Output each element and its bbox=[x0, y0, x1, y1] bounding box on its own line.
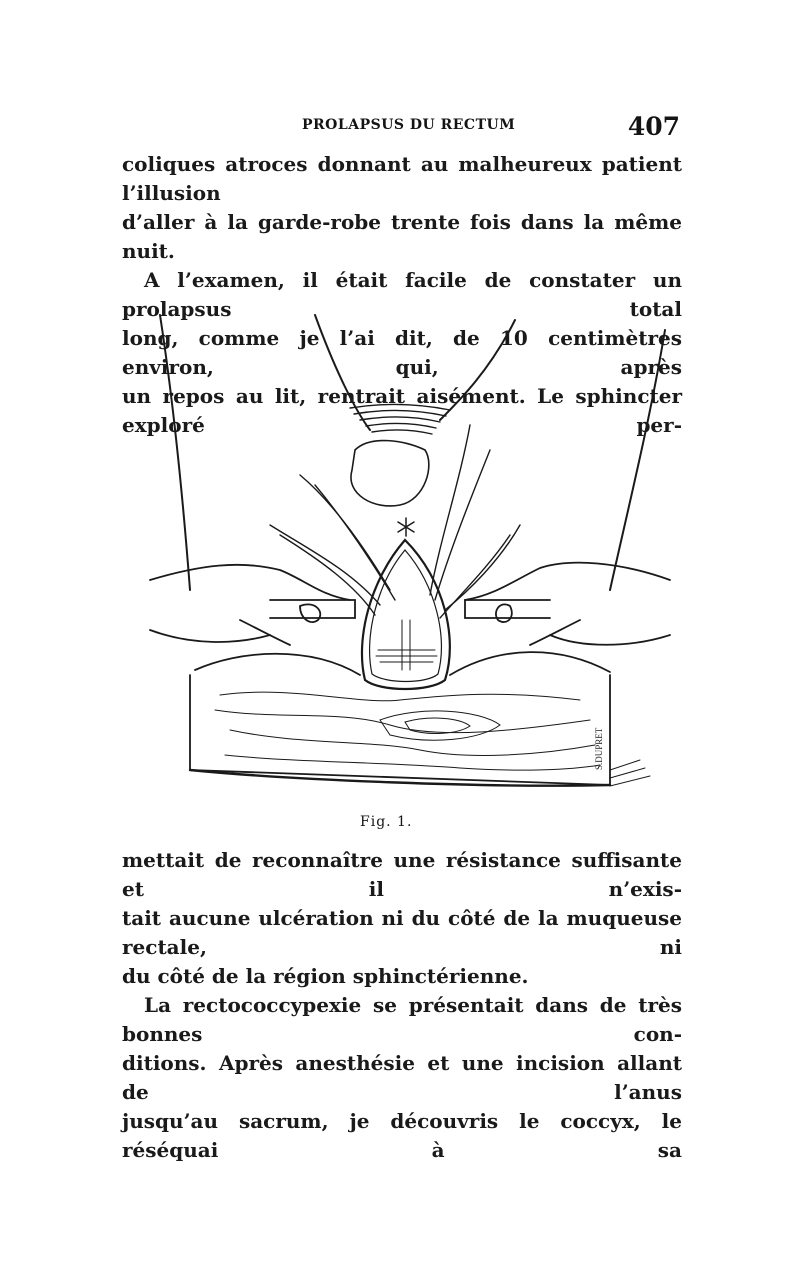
wood-grain bbox=[215, 692, 600, 770]
wound-interior-hatching bbox=[376, 620, 437, 670]
gluteal-cleft-right bbox=[440, 320, 515, 420]
text-line: long, comme je l’ai dit, de 10 centimètres environ, qui, après bbox=[122, 326, 682, 379]
engraving-drawing bbox=[140, 300, 680, 805]
body-outline-right bbox=[610, 330, 665, 590]
text-line: La rectococcypexie se présentait dans de très bonnes con- bbox=[122, 993, 682, 1046]
text-line: du côté de la région sphinctérienne. bbox=[122, 964, 529, 988]
right-hand bbox=[465, 563, 670, 645]
shadow-hatching bbox=[610, 760, 650, 786]
text-line: A l’examen, il était facile de constater un prolapsus total bbox=[122, 268, 682, 321]
wound-mark bbox=[398, 518, 414, 536]
text-block-bottom bbox=[122, 846, 682, 1165]
page-number: 407 bbox=[627, 112, 680, 141]
sacral-hatching bbox=[350, 404, 450, 434]
left-hand bbox=[150, 565, 355, 645]
suture-threads bbox=[270, 425, 520, 618]
surgical-illustration bbox=[140, 300, 680, 805]
figure-caption: Fig. 1. bbox=[360, 814, 413, 830]
body-outline-left bbox=[160, 315, 190, 590]
text-line: d’aller à la garde-robe trente fois dans la même nuit. bbox=[122, 210, 682, 263]
running-head bbox=[122, 112, 682, 142]
text-line: tait aucune ulcération ni du côté de la muqueuse rectale, ni bbox=[122, 906, 682, 959]
wooden-block bbox=[190, 652, 610, 786]
running-title: PROLAPSUS DU RECTUM bbox=[302, 117, 516, 133]
engraver-signature: S.DUPRET bbox=[594, 727, 604, 770]
gauze-pad bbox=[351, 441, 429, 506]
text-line: coliques atroces donnant au malheureux patient l’illusion bbox=[122, 152, 682, 205]
text-line: mettait de reconnaître une résistance suffisante et il n’exis- bbox=[122, 848, 682, 901]
text-line: un repos au lit, rentrait aisément. Le sphincter exploré per- bbox=[122, 384, 682, 437]
text-line: jusqu’au sacrum, je découvris le coccyx, le réséquai à sa bbox=[122, 1109, 682, 1162]
text-line: ditions. Après anesthésie et une incision allant de l’anus bbox=[122, 1051, 682, 1104]
